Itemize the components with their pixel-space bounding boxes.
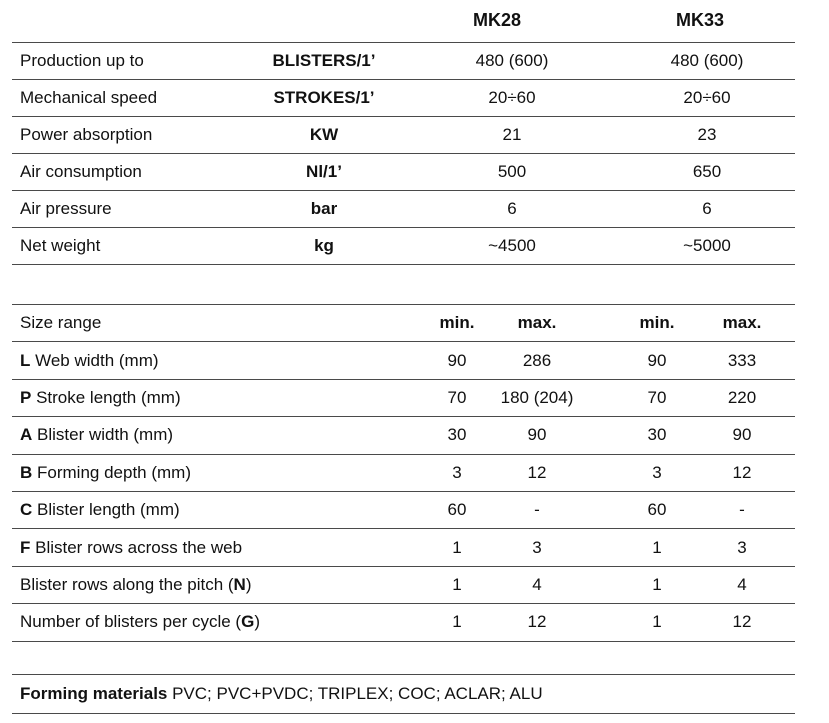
table-row bbox=[12, 117, 795, 154]
materials-row bbox=[12, 675, 795, 714]
dimension-code: C bbox=[20, 500, 33, 520]
dimension-label: Web width (mm) bbox=[30, 350, 159, 370]
table-row bbox=[12, 417, 795, 454]
mk33-max-value: 333 bbox=[727, 350, 757, 370]
dimension-label: Blister rows across the web bbox=[30, 537, 243, 557]
dimension-label: Forming depth (mm) bbox=[32, 462, 191, 482]
table-row bbox=[12, 567, 795, 604]
materials-values: PVC; PVC+PVDC; TRIPLEX; COC; ACLAR; ALU bbox=[167, 684, 543, 703]
row-unit: KW bbox=[309, 125, 339, 144]
materials-table bbox=[12, 674, 795, 714]
mk33-value: 480 (600) bbox=[670, 51, 744, 70]
dimension-label: Blister rows along the pitch ( bbox=[20, 574, 234, 594]
table-row bbox=[12, 228, 795, 265]
mk28-min-value: 1 bbox=[452, 574, 462, 594]
mk33-min-value: 1 bbox=[652, 537, 662, 557]
mk28-min-value: 1 bbox=[452, 612, 462, 632]
mk33-min-value: 1 bbox=[652, 574, 662, 594]
dimension-code: G bbox=[241, 612, 255, 632]
mk33-max-value: 3 bbox=[737, 537, 747, 557]
mk28-max-value: 3 bbox=[532, 537, 542, 557]
mk28-min-value: 30 bbox=[447, 425, 467, 445]
mk28-min-value: 90 bbox=[447, 350, 467, 370]
table-row bbox=[12, 191, 795, 228]
dimension-code: N bbox=[233, 574, 246, 594]
mk33-min-header: min. bbox=[639, 313, 675, 333]
table-row bbox=[12, 455, 795, 492]
row-label: Power absorption bbox=[20, 125, 153, 144]
mk33-max-value: - bbox=[739, 500, 745, 520]
mk33-max-value: 220 bbox=[727, 387, 757, 407]
mk33-min-value: 90 bbox=[647, 350, 667, 370]
mk28-max-value: - bbox=[534, 500, 540, 520]
mk28-value: 500 bbox=[497, 162, 527, 181]
materials-text bbox=[20, 675, 543, 713]
dimension-code: F bbox=[20, 537, 31, 557]
column-header-mk33: MK33 bbox=[675, 10, 724, 30]
mk28-value: 6 bbox=[507, 199, 517, 218]
mk33-min-value: 3 bbox=[652, 462, 662, 482]
mk33-value: 650 bbox=[692, 162, 722, 181]
dimension-label: Blister length (mm) bbox=[32, 500, 180, 520]
row-label bbox=[20, 342, 159, 378]
mk28-value: ~4500 bbox=[488, 236, 536, 255]
dimension-label-close: ) bbox=[254, 612, 260, 632]
mk28-max-value: 12 bbox=[527, 462, 547, 482]
mk28-max-value: 4 bbox=[532, 574, 542, 594]
dimension-label: Number of blisters per cycle ( bbox=[20, 612, 242, 632]
mk33-max-header: max. bbox=[722, 313, 762, 333]
mk28-min-value: 1 bbox=[452, 537, 462, 557]
dimension-label: Stroke length (mm) bbox=[31, 387, 181, 407]
size-range-title: Size range bbox=[20, 313, 102, 333]
column-header-mk28: MK28 bbox=[472, 10, 521, 30]
table-row bbox=[12, 380, 795, 417]
mk33-value: 20÷60 bbox=[683, 88, 731, 107]
row-label bbox=[20, 604, 260, 640]
dimension-label: Blister width (mm) bbox=[32, 425, 174, 445]
table-row bbox=[12, 529, 795, 566]
mk33-min-value: 60 bbox=[647, 500, 667, 520]
dimension-code: L bbox=[20, 350, 31, 370]
mk28-value: 480 (600) bbox=[475, 51, 549, 70]
mk28-min-value: 3 bbox=[452, 462, 462, 482]
mk33-min-value: 70 bbox=[647, 387, 667, 407]
row-label: Production up to bbox=[20, 51, 144, 70]
table-row bbox=[12, 80, 795, 117]
mk33-max-value: 12 bbox=[732, 612, 752, 632]
row-label bbox=[20, 492, 180, 528]
size-range-table bbox=[12, 304, 795, 642]
row-label: Air consumption bbox=[20, 162, 142, 181]
dimension-code: B bbox=[20, 462, 33, 482]
table-row bbox=[12, 342, 795, 379]
mk28-max-header: max. bbox=[517, 313, 557, 333]
mk28-min-header: min. bbox=[439, 313, 475, 333]
mk28-value: 20÷60 bbox=[488, 88, 536, 107]
row-unit: bar bbox=[310, 199, 338, 218]
row-label: Mechanical speed bbox=[20, 88, 158, 107]
row-label bbox=[20, 417, 173, 453]
mk28-min-value: 70 bbox=[447, 387, 467, 407]
size-range-header-row bbox=[12, 305, 795, 342]
row-label: Air pressure bbox=[20, 199, 112, 218]
mk33-value: 6 bbox=[702, 199, 712, 218]
mk28-max-value: 286 bbox=[522, 350, 552, 370]
mk28-max-value: 180 (204) bbox=[500, 387, 574, 407]
mk28-min-value: 60 bbox=[447, 500, 467, 520]
mk28-max-value: 12 bbox=[527, 612, 547, 632]
mk28-value: 21 bbox=[502, 125, 522, 144]
mk33-max-value: 90 bbox=[732, 425, 752, 445]
table-row bbox=[12, 492, 795, 529]
row-label: Net weight bbox=[20, 236, 101, 255]
row-label bbox=[20, 567, 252, 603]
mk33-min-value: 1 bbox=[652, 612, 662, 632]
mk33-value: ~5000 bbox=[683, 236, 731, 255]
row-label bbox=[20, 380, 181, 416]
row-unit: BLISTERS/1’ bbox=[272, 51, 376, 70]
performance-table bbox=[12, 42, 795, 265]
dimension-code: A bbox=[20, 425, 33, 445]
table-row bbox=[12, 43, 795, 80]
materials-title: Forming materials bbox=[20, 684, 168, 703]
mk33-min-value: 30 bbox=[647, 425, 667, 445]
row-label bbox=[20, 455, 191, 491]
row-unit: Nl/1’ bbox=[306, 162, 342, 181]
row-unit: STROKES/1’ bbox=[273, 88, 375, 107]
table-row bbox=[12, 604, 795, 641]
table-row bbox=[12, 154, 795, 191]
row-label bbox=[20, 529, 242, 565]
mk28-max-value: 90 bbox=[527, 425, 547, 445]
mk33-max-value: 12 bbox=[732, 462, 752, 482]
mk33-max-value: 4 bbox=[737, 574, 747, 594]
dimension-label-close: ) bbox=[245, 574, 252, 594]
mk33-value: 23 bbox=[697, 125, 717, 144]
dimension-code: P bbox=[20, 387, 32, 407]
row-unit: kg bbox=[314, 236, 334, 255]
